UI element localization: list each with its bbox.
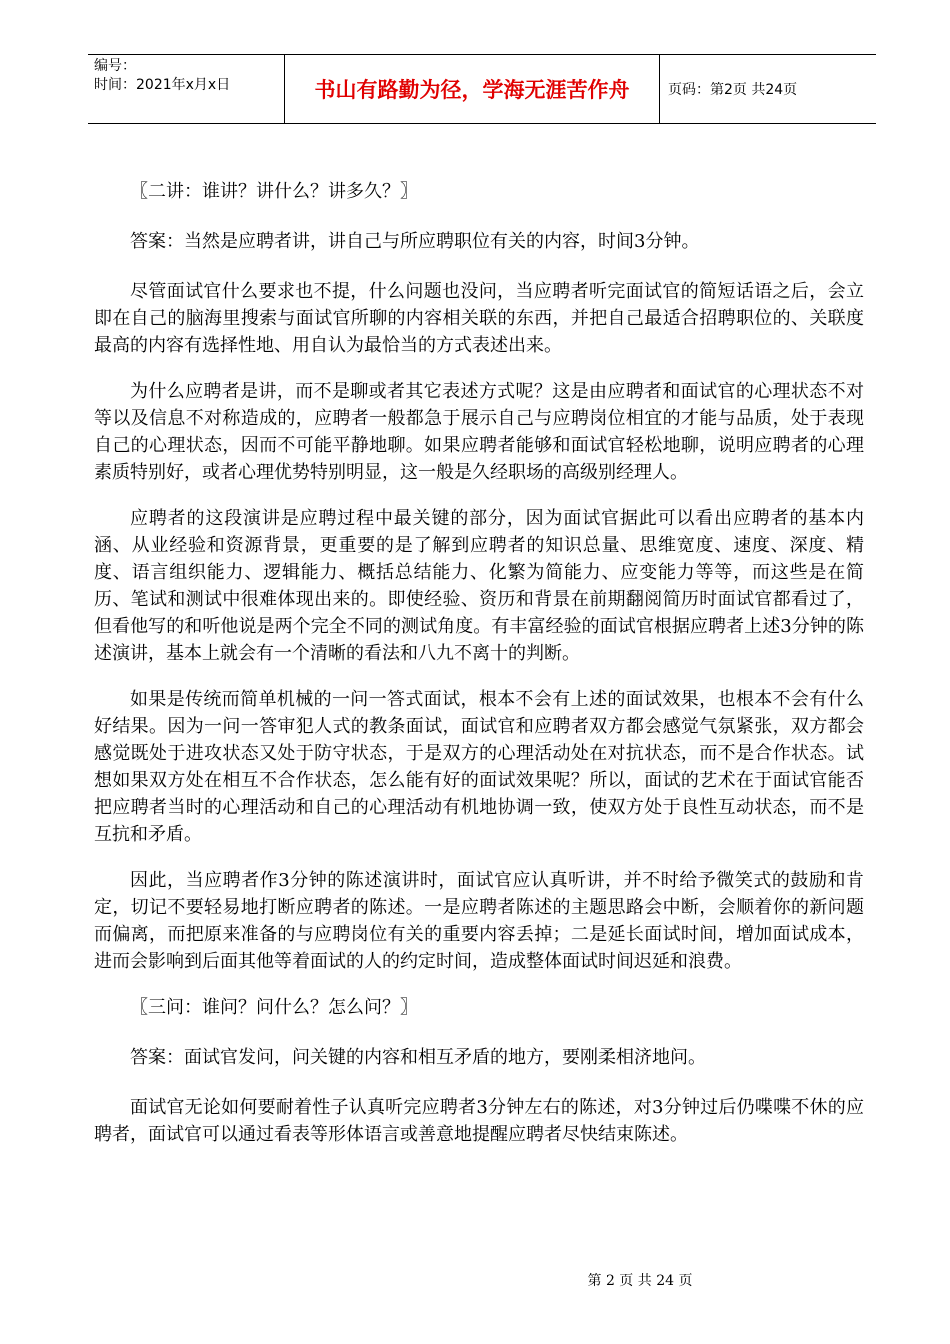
- header-page-info: 页码：第2页 共24页: [668, 82, 798, 98]
- page-header: [88, 54, 876, 124]
- body-paragraph: 尽管面试官什么要求也不提，什么问题也没问，当应聘者听完面试官的简短话语之后，会立即在自己的脑海里搜索与面试官所聊的内容相关联的东西，并把自己最适合招聘职位的、关联度最高的内容有选择性地、用自认为最恰当的方式表述出来。: [94, 281, 864, 356]
- document-body: [94, 178, 864, 1167]
- number-label: 编号：: [94, 58, 136, 74]
- answer-paragraph: 答案：面试官发问，问关键的内容和相互矛盾的地方，要刚柔相济地问。: [130, 1047, 706, 1068]
- page-footer: 第 2 页 共 24 页: [587, 1273, 693, 1289]
- header-meta: [88, 55, 284, 123]
- answer-paragraph: 答案：当然是应聘者讲，讲自己与所应聘职位有关的内容，时间3分钟。: [130, 231, 700, 252]
- body-paragraph: 应聘者的这段演讲是应聘过程中最关键的部分，因为面试官据此可以看出应聘者的基本内涵、从业经验和资源背景，更重要的是了解到应聘者的知识总量、思维宽度、速度、深度、精度、语言组织能力、逻辑能力、概括总结能力、化繁为简能力、应变能力等等，而这些是在简历、笔试和测试中很难体现出来的。即使经验、资历和背景在前期翻阅简历时面试官都看过了，但看他写的和听他说是两个完全不同的测试角度。有丰富经验的面试官根据应聘者上述3分钟的陈述演讲，基本上就会有一个清晰的看法和八九不离十的判断。: [94, 508, 864, 664]
- time-label: 时间：2021年x月x日: [94, 77, 231, 93]
- header-motto: 书山有路勤为径，学海无涯苦作舟: [284, 55, 660, 123]
- section-heading-2: 〖二讲：谁讲？讲什么？讲多久？〗: [130, 181, 418, 202]
- body-paragraph: 面试官无论如何要耐着性子认真听完应聘者3分钟左右的陈述，对3分钟过后仍喋喋不休的应聘者，面试官可以通过看表等形体语言或善意地提醒应聘者尽快结束陈述。: [94, 1097, 864, 1145]
- body-paragraph: 为什么应聘者是讲，而不是聊或者其它表述方式呢？这是由应聘者和面试官的心理状态不对等以及信息不对称造成的，应聘者一般都急于展示自己与应聘岗位相宜的才能与品质，处于表现自己的心理状态，因而不可能平静地聊。如果应聘者能够和面试官轻松地聊，说明应聘者的心理素质特别好，或者心理优势特别明显，这一般是久经职场的高级别经理人。: [94, 381, 864, 483]
- body-paragraph: 如果是传统而简单机械的一问一答式面试，根本不会有上述的面试效果，也根本不会有什么好结果。因为一问一答审犯人式的教条面试，面试官和应聘者双方都会感觉气氛紧张，双方都会感觉既处于进攻状态又处于防守状态，于是双方的心理活动处在对抗状态，而不是合作状态。试想如果双方处在相互不合作状态，怎么能有好的面试效果呢？所以，面试的艺术在于面试官能否把应聘者当时的心理活动和自己的心理活动有机地协调一致，使双方处于良性互动状态，而不是互抗和矛盾。: [94, 689, 864, 845]
- body-paragraph: 因此，当应聘者作3分钟的陈述演讲时，面试官应认真听讲，并不时给予微笑式的鼓励和肯定，切记不要轻易地打断应聘者的陈述。一是应聘者陈述的主题思路会中断，会顺着你的新问题而偏离，而把原来准备的与应聘岗位有关的重要内容丢掉；二是延长面试时间，增加面试成本，进而会影响到后面其他等着面试的人的约定时间，造成整体面试时间迟延和浪费。: [94, 870, 864, 972]
- section-heading-3: 〖三问：谁问？问什么？怎么问？〗: [130, 997, 418, 1018]
